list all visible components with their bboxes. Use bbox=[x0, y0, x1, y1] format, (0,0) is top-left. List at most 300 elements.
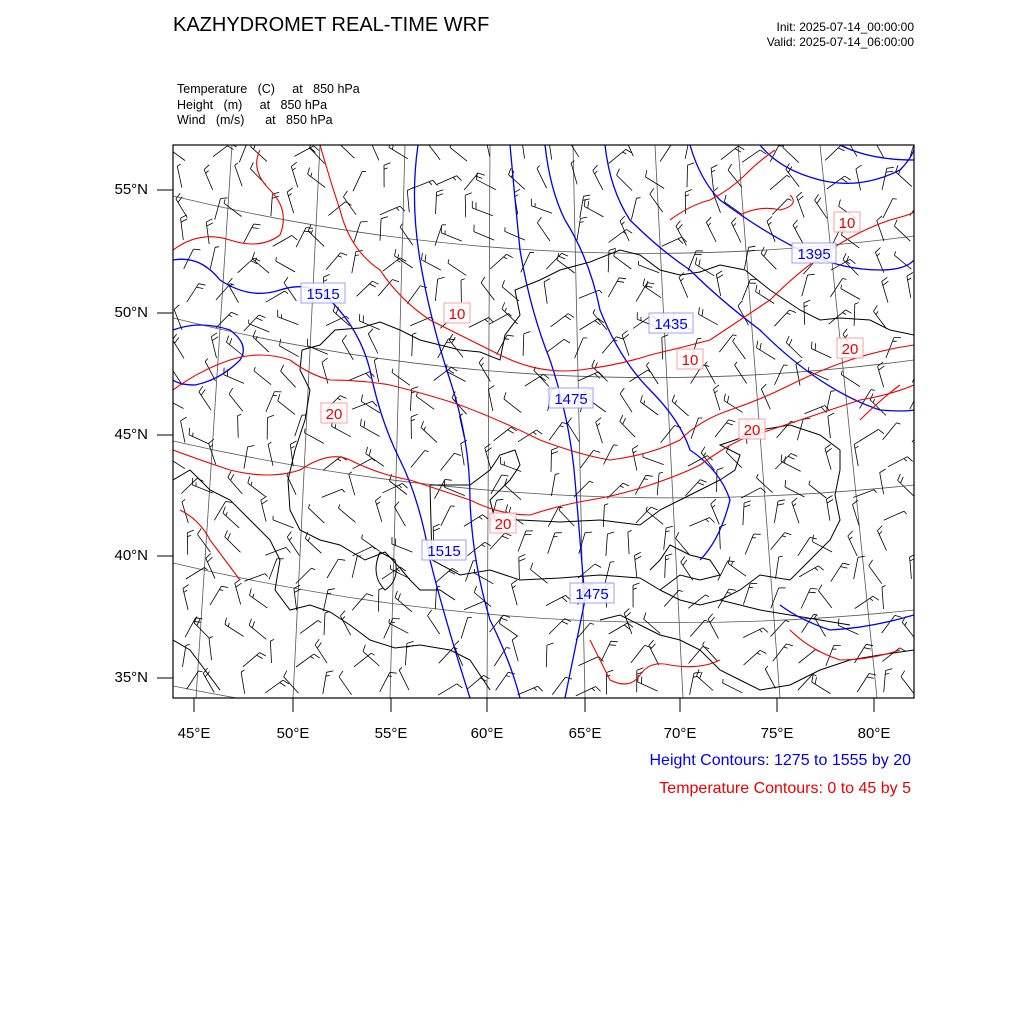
wind-barb-flag bbox=[454, 641, 459, 646]
wind-barb-flag bbox=[584, 199, 585, 206]
wind-barb-flag bbox=[886, 669, 893, 671]
wind-barb-flag bbox=[711, 499, 716, 504]
wind-barb-flag bbox=[504, 257, 508, 259]
wind-barb-flag bbox=[372, 401, 377, 406]
wind-barb bbox=[469, 318, 489, 328]
wind-barb bbox=[308, 508, 324, 523]
wind-barb bbox=[776, 557, 779, 579]
wind-barb-flag bbox=[901, 671, 905, 677]
wind-barb bbox=[308, 174, 326, 187]
wind-barb bbox=[691, 418, 698, 439]
wind-barb-flag bbox=[488, 386, 494, 390]
wind-barb-flag bbox=[531, 563, 533, 570]
wind-barb-flag bbox=[633, 588, 637, 589]
wind-barb-flag bbox=[252, 228, 259, 229]
wind-barb bbox=[537, 168, 547, 188]
wind-barb-flag bbox=[519, 555, 525, 558]
wind-barb bbox=[249, 625, 266, 639]
wind-barb bbox=[706, 222, 716, 242]
country-borders bbox=[173, 250, 914, 690]
wind-barb-flag bbox=[882, 585, 886, 587]
wind-barb bbox=[575, 338, 584, 358]
wind-barb-flag bbox=[267, 415, 274, 417]
wind-barb-flag bbox=[182, 499, 185, 501]
wind-barb bbox=[687, 165, 688, 187]
wind-barb bbox=[882, 282, 888, 303]
wind-barb-flag bbox=[813, 535, 814, 542]
wind-barb bbox=[511, 584, 517, 605]
wind-barb bbox=[382, 567, 400, 579]
wind-barb bbox=[646, 177, 665, 189]
wind-barb bbox=[349, 474, 355, 495]
wind-barb bbox=[278, 317, 299, 325]
wind-barb-flag bbox=[599, 290, 602, 293]
wind-barb-flag bbox=[619, 278, 626, 279]
wind-barb bbox=[916, 452, 926, 472]
wind-barb bbox=[276, 261, 295, 272]
height-label: 1475 bbox=[575, 586, 609, 603]
wind-barb bbox=[518, 686, 538, 695]
wind-barb bbox=[869, 566, 882, 584]
wind-barb-flag bbox=[280, 683, 286, 687]
wind-barb bbox=[711, 504, 720, 524]
wind-barb bbox=[177, 166, 182, 188]
wind-barb bbox=[354, 653, 371, 667]
wind-barb bbox=[620, 394, 632, 413]
wind-barb-flag bbox=[205, 359, 208, 362]
wind-barb bbox=[352, 556, 357, 577]
wind-barb bbox=[781, 461, 801, 471]
wind-barb bbox=[802, 275, 808, 296]
wind-barb bbox=[368, 334, 378, 354]
wind-barb-flag bbox=[381, 217, 388, 219]
wind-barb-flag bbox=[433, 528, 440, 531]
wind-barb-flag bbox=[727, 593, 731, 594]
temperature-contours bbox=[173, 145, 914, 684]
wind-barb bbox=[465, 195, 466, 217]
wind-barb-flag bbox=[659, 472, 663, 473]
wind-barb-flag bbox=[789, 310, 796, 313]
wind-barb-flag bbox=[685, 195, 689, 197]
wind-barb-flag bbox=[238, 414, 242, 416]
wind-barb bbox=[761, 254, 776, 270]
wind-barb bbox=[438, 684, 457, 695]
wind-barb bbox=[646, 511, 663, 525]
lat-label: 45°N bbox=[114, 426, 148, 443]
wind-barb-flag bbox=[808, 274, 815, 275]
wind-barb-flag bbox=[479, 357, 483, 363]
wind-barb-flag bbox=[764, 250, 767, 256]
wind-barb-flag bbox=[253, 330, 256, 337]
wind-barb bbox=[785, 487, 805, 497]
wind-barb bbox=[326, 316, 346, 325]
wind-barb bbox=[756, 292, 775, 304]
wind-barb-flag bbox=[425, 255, 426, 262]
wind-barb-flag bbox=[251, 482, 252, 486]
wind-barb-flag bbox=[611, 641, 618, 642]
wind-barb bbox=[549, 138, 552, 160]
wind-barb-flag bbox=[370, 284, 376, 287]
wind-barb-flag bbox=[377, 502, 380, 505]
wind-barb-flag bbox=[428, 610, 432, 616]
wind-barb-flag bbox=[389, 619, 390, 623]
wind-barb bbox=[831, 563, 843, 582]
wind-barb bbox=[280, 346, 299, 357]
wind-barb-flag bbox=[485, 444, 491, 448]
wind-barb-flag bbox=[537, 166, 540, 169]
wind-barb-flag bbox=[811, 342, 812, 349]
wind-barb bbox=[804, 303, 805, 325]
wind-barb bbox=[783, 148, 799, 163]
wind-barb bbox=[339, 677, 352, 695]
wind-barb-flag bbox=[644, 479, 648, 480]
wind-barb bbox=[798, 674, 813, 690]
wind-barb bbox=[901, 677, 914, 695]
wind-barb-flag bbox=[208, 557, 213, 562]
wind-barb-flag bbox=[869, 560, 873, 566]
wind-barb bbox=[225, 625, 244, 637]
wind-barb bbox=[608, 250, 609, 272]
wind-barb-flag bbox=[597, 423, 600, 426]
wind-barb bbox=[604, 445, 614, 465]
wind-barb-flag bbox=[729, 420, 736, 422]
lon-label: 65°E bbox=[568, 725, 602, 742]
wind-barb bbox=[243, 653, 260, 667]
wind-barb-flag bbox=[779, 146, 783, 147]
wind-barb-flag bbox=[507, 254, 513, 257]
wind-barb-flag bbox=[706, 519, 709, 522]
field-wind: Wind (m/s) at 850 hPa bbox=[177, 113, 333, 127]
wind-barb bbox=[309, 148, 324, 164]
wind-barb bbox=[266, 392, 275, 412]
wind-barb-flag bbox=[882, 277, 888, 281]
wind-barb-flag bbox=[763, 628, 768, 633]
wind-barb-flag bbox=[513, 586, 516, 588]
wind-barb-flag bbox=[798, 196, 803, 201]
wind-barb bbox=[466, 561, 474, 582]
wind-barb bbox=[181, 421, 185, 443]
wind-barb-flag bbox=[623, 334, 628, 338]
wind-barb bbox=[441, 506, 451, 526]
wind-barb bbox=[489, 314, 508, 325]
wind-barb-flag bbox=[287, 532, 291, 538]
wind-barb-flag bbox=[843, 279, 847, 280]
wind-barb-flag bbox=[760, 343, 761, 350]
wind-barb-flag bbox=[785, 620, 789, 622]
wind-barb-flag bbox=[864, 648, 871, 649]
wind-barb-flag bbox=[254, 143, 257, 150]
wind-barb bbox=[327, 559, 338, 578]
wind-barb bbox=[238, 416, 239, 438]
wind-barb bbox=[323, 457, 340, 471]
wind-barb-flag bbox=[681, 556, 685, 562]
wind-barb bbox=[215, 199, 221, 220]
wind-barb-flag bbox=[276, 257, 277, 261]
wind-barb bbox=[525, 374, 544, 386]
wind-barb-flag bbox=[666, 531, 670, 532]
lon-ticks bbox=[194, 698, 874, 712]
wind-barb bbox=[622, 335, 629, 356]
wind-barb-flag bbox=[485, 131, 491, 135]
wind-barb-flag bbox=[785, 480, 786, 487]
wind-barb bbox=[733, 341, 746, 359]
wind-barb bbox=[324, 613, 325, 635]
wind-barb bbox=[744, 650, 760, 665]
wind-barb bbox=[620, 221, 629, 241]
lon-label: 70°E bbox=[663, 725, 697, 742]
wind-barb bbox=[412, 180, 433, 188]
wind-barb-flag bbox=[626, 229, 632, 233]
wind-barb-flag bbox=[622, 331, 628, 335]
wind-barb bbox=[375, 501, 381, 522]
wind-barb-flag bbox=[304, 231, 311, 232]
wind-barb-flag bbox=[845, 176, 851, 180]
wind-barb bbox=[580, 319, 599, 330]
wind-barb-flag bbox=[338, 256, 342, 257]
wind-barb bbox=[854, 557, 858, 579]
wind-barb-flag bbox=[261, 496, 267, 500]
wind-barb-flag bbox=[502, 302, 505, 309]
wind-barb-flag bbox=[710, 518, 715, 523]
wind-barb bbox=[576, 687, 596, 696]
wind-barb bbox=[229, 394, 243, 411]
wind-barb-flag bbox=[839, 200, 841, 207]
wind-barb-flag bbox=[416, 392, 417, 396]
wind-barb-flag bbox=[893, 199, 897, 200]
wind-barb bbox=[917, 535, 932, 551]
wind-barb-flag bbox=[809, 481, 810, 485]
wind-barb bbox=[761, 389, 770, 409]
wind-barbs bbox=[164, 131, 942, 696]
wind-barb-flag bbox=[445, 479, 452, 480]
wind-barb-flag bbox=[327, 593, 331, 594]
wind-barb-flag bbox=[815, 568, 818, 571]
wind-barb bbox=[848, 536, 857, 556]
wind-barb-flag bbox=[249, 619, 251, 626]
wind-barb-flag bbox=[184, 590, 187, 592]
wind-barb bbox=[914, 589, 924, 609]
wind-barb-flag bbox=[524, 332, 531, 334]
wind-barb-flag bbox=[289, 537, 291, 540]
wind-barb-flag bbox=[478, 173, 485, 175]
wind-barb bbox=[798, 537, 810, 555]
wind-barb-flag bbox=[256, 336, 258, 340]
wind-barb bbox=[167, 148, 185, 161]
wind-barb-flag bbox=[339, 137, 342, 143]
wind-barb-flag bbox=[683, 560, 687, 566]
height-label: 1435 bbox=[654, 316, 688, 333]
wind-barb bbox=[291, 167, 298, 188]
wind-barb-flag bbox=[727, 396, 728, 403]
wind-barb-flag bbox=[679, 590, 683, 591]
wind-barb-flag bbox=[164, 394, 165, 398]
wind-barb bbox=[485, 135, 490, 157]
wind-barb-flag bbox=[484, 675, 490, 678]
wind-barb bbox=[360, 426, 379, 437]
wind-barb-flag bbox=[502, 475, 509, 476]
wind-barb-flag bbox=[362, 535, 363, 539]
wind-barb-flag bbox=[421, 421, 424, 428]
wind-barb-flag bbox=[817, 198, 821, 204]
wind-barb bbox=[882, 587, 884, 609]
valid-time: Valid: 2025-07-14_06:00:00 bbox=[766, 35, 914, 49]
wind-barb bbox=[186, 568, 205, 580]
wind-barb-flag bbox=[937, 511, 942, 516]
wind-barb bbox=[596, 422, 603, 443]
wind-barb-flag bbox=[199, 671, 203, 672]
wind-barb bbox=[828, 416, 831, 438]
wind-barb-flag bbox=[617, 169, 620, 175]
wind-barb-flag bbox=[880, 469, 886, 473]
wind-barb bbox=[252, 259, 269, 273]
wind-barb-flag bbox=[744, 501, 751, 503]
wind-barb-flag bbox=[227, 146, 233, 150]
wind-barb-flag bbox=[873, 596, 879, 600]
wind-barb bbox=[551, 314, 569, 327]
wind-barb bbox=[743, 628, 763, 638]
wind-barb bbox=[353, 171, 362, 191]
wind-barb-flag bbox=[757, 341, 758, 348]
wind-barb-flag bbox=[812, 675, 813, 682]
wind-barb-flag bbox=[287, 188, 293, 192]
wind-barb bbox=[714, 389, 721, 410]
wind-barb bbox=[913, 346, 932, 357]
wind-barb-flag bbox=[253, 594, 254, 598]
wind-barb-flag bbox=[786, 336, 789, 342]
wind-barb-flag bbox=[867, 677, 874, 679]
wind-barb bbox=[494, 427, 511, 441]
wind-barb bbox=[467, 542, 484, 556]
wind-barb-flag bbox=[280, 339, 281, 346]
wind-barb-flag bbox=[569, 139, 571, 142]
wind-barb-flag bbox=[590, 623, 594, 624]
wind-barb bbox=[488, 389, 492, 411]
wind-barb-flag bbox=[368, 329, 373, 334]
wind-barb-flag bbox=[204, 165, 209, 170]
wind-barb bbox=[624, 613, 632, 634]
wind-barb bbox=[679, 277, 688, 297]
wind-barb bbox=[812, 682, 831, 694]
wind-barb-flag bbox=[620, 415, 623, 421]
wind-barb bbox=[436, 192, 437, 214]
wind-barb-flag bbox=[521, 133, 527, 136]
wind-barb bbox=[278, 401, 295, 415]
wind-barb bbox=[228, 477, 242, 494]
wind-barb bbox=[265, 680, 283, 693]
wind-barb-flag bbox=[926, 425, 930, 426]
wind-barb-flag bbox=[483, 515, 489, 519]
wind-barb-flag bbox=[724, 195, 726, 202]
wind-barb bbox=[631, 645, 645, 662]
wind-barb-flag bbox=[907, 273, 913, 277]
wind-barb-flag bbox=[609, 645, 616, 646]
wind-barb-flag bbox=[424, 427, 426, 431]
wind-barb bbox=[638, 682, 658, 691]
wind-barb bbox=[438, 339, 449, 358]
temperature-legend: Temperature Contours: 0 to 45 by 5 bbox=[659, 780, 911, 797]
wind-barb-flag bbox=[651, 507, 658, 510]
wind-barb bbox=[249, 324, 269, 332]
wind-barb-flag bbox=[681, 278, 684, 281]
wind-barb-flag bbox=[260, 653, 266, 656]
wind-barb bbox=[774, 501, 778, 523]
wind-barb-flag bbox=[342, 335, 346, 340]
wind-barb-flag bbox=[197, 287, 204, 289]
wind-barb-flag bbox=[744, 505, 751, 507]
wind-barb-flag bbox=[633, 451, 636, 453]
wind-barb-flag bbox=[870, 598, 873, 600]
wind-barb bbox=[464, 173, 478, 190]
wind-barb bbox=[744, 247, 748, 269]
wind-barb-flag bbox=[223, 507, 226, 513]
wind-barb bbox=[270, 641, 271, 663]
wind-barb-flag bbox=[219, 590, 223, 591]
wind-barb-flag bbox=[895, 615, 902, 617]
wind-barb-flag bbox=[199, 386, 203, 392]
wind-barb bbox=[322, 362, 328, 383]
wind-barb-flag bbox=[716, 271, 722, 275]
wind-barb-flag bbox=[519, 559, 526, 562]
wind-barb bbox=[437, 176, 457, 185]
wind-barb bbox=[203, 673, 214, 692]
wind-barb-flag bbox=[646, 170, 647, 177]
wind-barb bbox=[552, 677, 565, 695]
wind-barb-flag bbox=[877, 253, 880, 256]
wind-barb-flag bbox=[702, 309, 703, 316]
wind-barb-flag bbox=[666, 559, 670, 560]
wind-barb-flag bbox=[505, 533, 512, 536]
wind-barb-flag bbox=[826, 448, 832, 452]
wind-barb-flag bbox=[706, 595, 709, 597]
wind-barb-flag bbox=[501, 618, 508, 620]
wind-barb bbox=[322, 489, 342, 497]
wind-barb-flag bbox=[738, 146, 744, 150]
wind-barb-flag bbox=[635, 552, 641, 555]
wind-barb-flag bbox=[339, 671, 343, 677]
wind-barb bbox=[464, 515, 483, 527]
wind-barb-flag bbox=[644, 401, 645, 405]
wind-barb bbox=[854, 304, 855, 326]
wind-barb-flag bbox=[781, 142, 788, 143]
wind-barb-flag bbox=[826, 496, 832, 500]
wind-barb-flag bbox=[453, 177, 456, 180]
wind-barb bbox=[362, 538, 380, 551]
wind-barb bbox=[509, 175, 525, 190]
wind-barb-flag bbox=[585, 532, 592, 533]
wind-barb-flag bbox=[759, 630, 762, 633]
wind-barb-flag bbox=[400, 206, 405, 211]
wind-barb-flag bbox=[647, 283, 654, 284]
wind-barb-flag bbox=[567, 418, 571, 424]
wind-barb-flag bbox=[508, 430, 514, 434]
wind-barb bbox=[606, 534, 608, 556]
wind-barb bbox=[853, 490, 874, 498]
wind-barb-flag bbox=[708, 614, 713, 619]
wind-barb-flag bbox=[620, 388, 624, 394]
wind-barb-flag bbox=[571, 161, 574, 163]
wind-barb bbox=[244, 447, 248, 469]
wind-barb bbox=[690, 673, 694, 695]
wind-barb bbox=[547, 339, 565, 352]
wind-barb-flag bbox=[506, 676, 510, 677]
wind-barb bbox=[284, 677, 299, 693]
wind-barb-flag bbox=[305, 429, 306, 433]
wind-barb-flag bbox=[564, 339, 570, 343]
wind-barb bbox=[873, 139, 884, 158]
wind-barb bbox=[915, 308, 929, 325]
wind-barb-flag bbox=[787, 313, 791, 315]
wind-barb-flag bbox=[284, 671, 287, 677]
